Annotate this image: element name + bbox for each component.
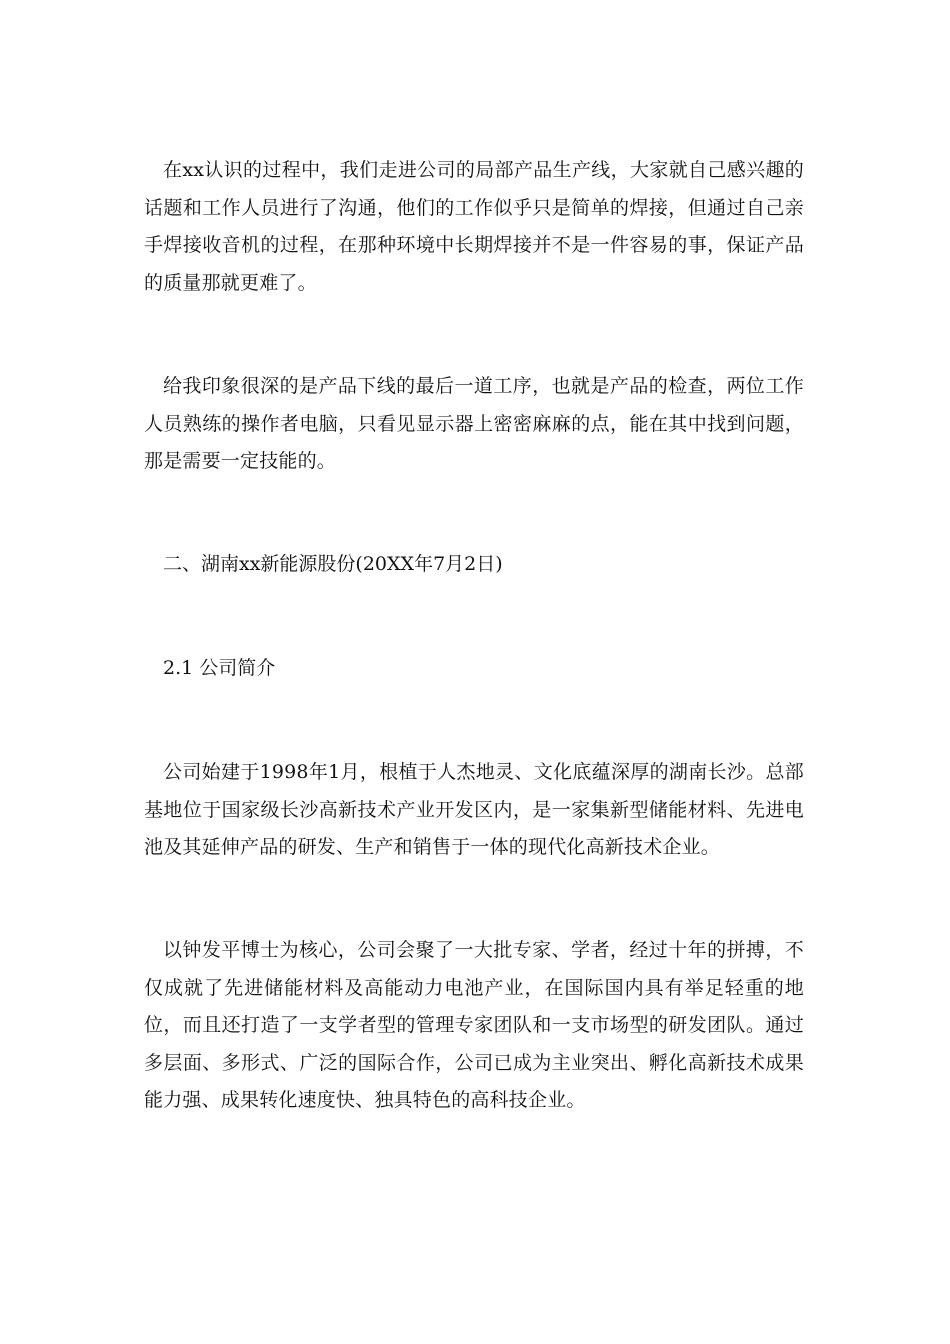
paragraph-company-team: 以钟发平博士为核心，公司会聚了一大批专家、学者，经过十年的拼搏，不仅成就了先进储能材料及高能动力电池产业，在国际国内具有举足轻重的地位，而且还打造了一支学者型的管理专家团队和一支市场型的研发团队。通过多层面、多形式、广泛的国际合作，公司已成为主业突出、孵化高新技术成果能力强、成果转化速度快、独具特色的高科技企业。	[144, 939, 804, 1111]
paragraph-product-inspection: 给我印象很深的是产品下线的最后一道工序，也就是产品的检查，两位工作人员熟练的操作者电脑，只看见显示器上密密麻麻的点，能在其中找到问题，那是需要一定技能的。	[144, 375, 804, 472]
subsection-heading: 2.1 公司简介	[163, 657, 276, 679]
section-heading: 二、湖南xx新能源股份(20XX年7月2日)	[163, 553, 503, 575]
paragraph-company-intro: 公司始建于1998年1月，根植于人杰地灵、文化底蕴深厚的湖南长沙。总部基地位于国家级长沙高新技术产业开发区内，是一家集新型储能材料、先进电池及其延伸产品的研发、生产和销售于一体的现代化高新技术企业。	[144, 761, 804, 858]
paragraph-production-line-visit: 在xx认识的过程中，我们走进公司的局部产品生产线，大家就自己感兴趣的话题和工作人员进行了沟通，他们的工作似乎只是简单的焊接，但通过自己亲手焊接收音机的过程，在那种环境中长期焊接并不是一件容易的事，保证产品的质量那就更难了。	[144, 159, 804, 294]
